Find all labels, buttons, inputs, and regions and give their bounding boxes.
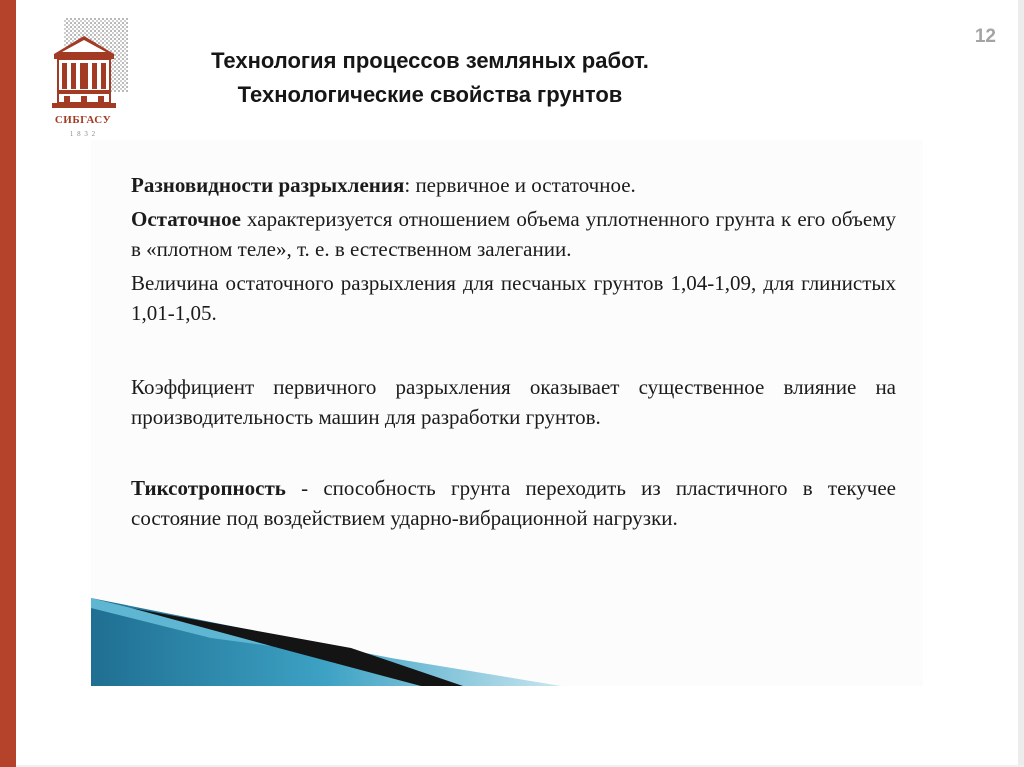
text-loosening-types: : первичное и остаточное. — [404, 173, 636, 197]
paragraph-residual-values: Величина остаточного разрыхления для песчаных грунтов 1,04-1,09, для глинистых 1,01-1,05. — [131, 270, 896, 325]
title-line-1: Технология процессов земляных работ. — [211, 48, 649, 73]
paragraph-residual — [131, 204, 896, 265]
decorative-wave-graphic — [91, 596, 923, 686]
term-thixotropy: Тиксотропность — [131, 475, 286, 500]
logo-year: 1 8 3 2 — [69, 130, 97, 138]
right-edge-shadow — [1018, 0, 1024, 767]
left-accent-bar — [0, 0, 16, 767]
term-residual: Остаточное — [131, 206, 241, 231]
content-image-panel — [91, 140, 923, 686]
paragraph-thixotropy — [131, 473, 896, 534]
term-loosening-types: Разновидности разрыхления — [131, 173, 405, 197]
building-logo-icon — [50, 18, 130, 114]
paragraph-loosening-types — [131, 170, 896, 201]
text-thixotropy: - способность грунта переходить из пластичного в текучее состояние под воздействием ударно-вибрационной нагрузки. — [131, 475, 896, 530]
slide-number: 12 — [974, 26, 996, 47]
body-text — [131, 170, 896, 534]
paragraph-primary-coefficient: Коэффициент первичного разрыхления оказывает существенное влияние на производительность машин для разработки грунтов. — [131, 374, 896, 429]
text-residual: характеризуется отношением объема уплотненного грунта к его объему в «плотном теле», т. е. в естественном залегании. — [131, 206, 896, 261]
logo-name: СИБГАСУ — [54, 114, 112, 126]
slide-title — [140, 44, 720, 112]
title-line-2: Технологические свойства грунтов — [237, 82, 623, 107]
university-logo — [50, 18, 130, 146]
